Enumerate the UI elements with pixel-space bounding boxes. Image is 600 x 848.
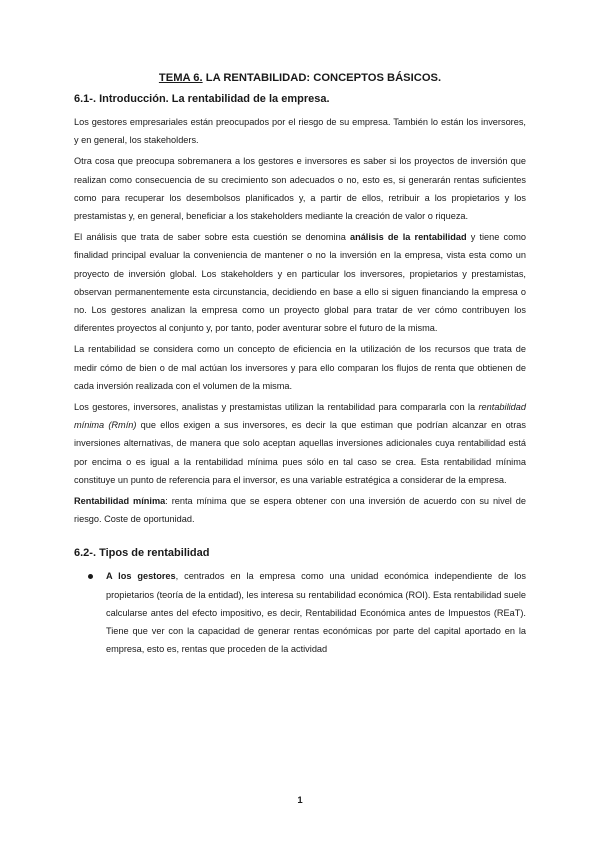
p3-text-c: y tiene como finalidad principal evaluar la conveniencia de mantener o no la inversión en la empresa, vista esta como un proyecto de inversión global. Los stakeholders y en particular los inversores, propietarios y prestamistas, observan permanentemente esta circunstancia, decidiendo en base a ello si siguen financiando la empresa o no. Los gestores analizan la empresa como un proyecto global para tratar de ver cómo contribuyen los diferentes proyectos al conjunto y, por tanto, poder aventurar sobre el futuro de la misma. — [74, 232, 526, 334]
p3-text-a: El análisis que trata de saber sobre esta cuestión se denomina — [74, 232, 350, 243]
page-title — [74, 72, 526, 84]
p5-italic: rentabilidad mínima (Rmín) — [74, 402, 526, 431]
section-heading-intro: 6.1-. Introducción. La rentabilidad de la empresa. — [74, 93, 330, 105]
list-item — [74, 567, 526, 658]
paragraph-5 — [74, 398, 526, 489]
page-number: 1 — [297, 795, 303, 806]
p5-text-a: Los gestores, inversores, analistas y prestamistas utilizan la rentabilidad para compararla con la — [74, 402, 479, 413]
section-heading-types: 6.2-. Tipos de rentabilidad — [74, 547, 210, 560]
p5-text-c: que ellos exigen a sus inversores, es decir la que estiman que podrían alcanzar en otras inversiones alternativas, de manera que solo aceptan aquellas inversiones adicionales cuya rentabilidad está por encima o es igual a la rentabilidad mínima pues sólo en tal caso se crea. Esta rentabilidad mínima constituye un punto de referencia para el inversor, es una variable estratégica a considerar de la empresa. — [74, 420, 526, 485]
title-rest: LA RENTABILIDAD: CONCEPTOS BÁSICOS. — [202, 72, 442, 84]
paragraph-1: Los gestores empresariales están preocupados por el riesgo de su empresa. También lo están los inversores, y en general, los stakeholders. — [74, 117, 526, 146]
paragraph-2: Otra cosa que preocupa sobremanera a los gestores e inversores es saber si los proyectos de inversión que realizan como consecuencia de su crecimiento son adecuados o no, esto es, si generarán rentas suficientes como para recuperar los desembolsos planificados y, a partir de ellos, retribuir a los propietarios y los prestamistas y, en general, beneficiar a los stakeholders mediante la creación de valor o riqueza. — [74, 156, 526, 222]
paragraph-6 — [74, 492, 526, 528]
bullet-list — [74, 567, 526, 658]
bullet-bold: A los gestores — [106, 571, 176, 582]
paragraph-4: La rentabilidad se considera como un concepto de eficiencia en la utilización de los recursos que trata de medir cómo de bien o de mal actúan los inversores y para ello comparan los flujos de renta que obtienen de cada inversión realizada con el volumen de la misma. — [74, 344, 526, 391]
title-prefix: TEMA 6. — [158, 72, 203, 84]
p6-text: : renta mínima que se espera obtener con una inversión de acuerdo con su nivel de riesgo. Coste de oportunidad. — [74, 496, 526, 525]
document-page — [74, 72, 526, 658]
bullet-text: , centrados en la empresa como una unidad económica independiente de los propietarios (teoría de la entidad), les interesa su rentabilidad económica (ROI). Esta rentabilidad suele calcularse antes del efecto impositivo, es decir, Rentabilidad Económica antes de Impuestos (REaT). Tiene que ver con la capacidad de generar rentas económicas por parte del capital aportado en la empresa, esto es, rentas que proceden de la actividad — [106, 571, 526, 655]
p6-bold: Rentabilidad mínima — [74, 496, 166, 507]
bullet-icon — [88, 574, 93, 579]
paragraph-3 — [74, 228, 526, 337]
p3-bold: análisis de la rentabilidad — [349, 232, 467, 243]
